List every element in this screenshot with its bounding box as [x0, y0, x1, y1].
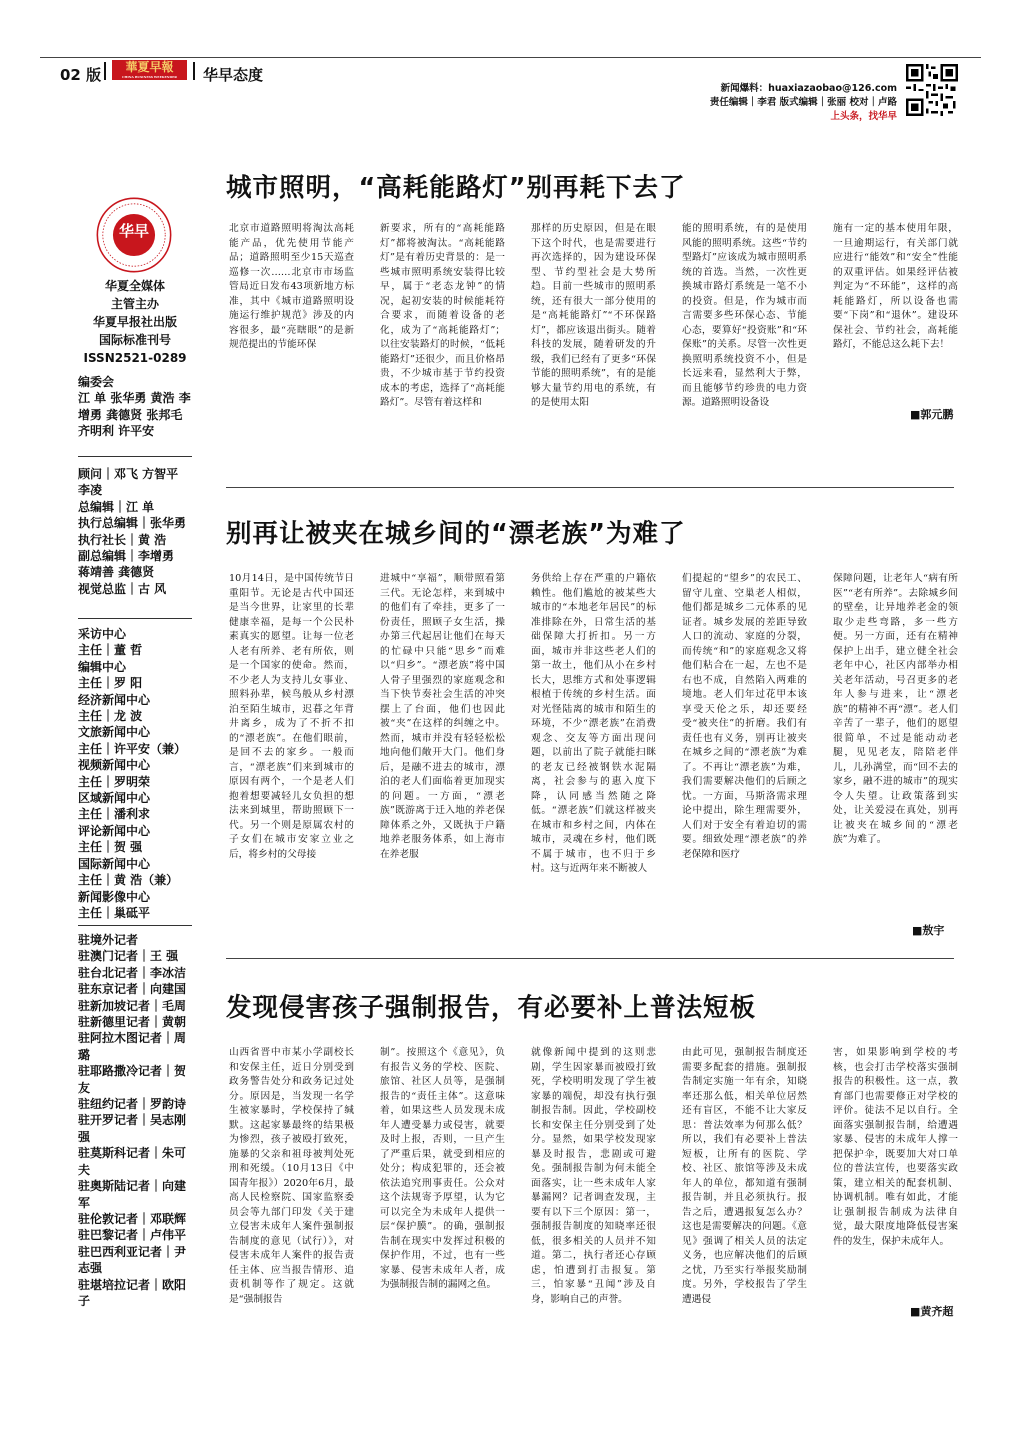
staff-line: 主任｜董 哲	[78, 643, 143, 658]
article-title: 发现侵害孩子强制报告，有必要补上普法短板	[226, 993, 757, 1023]
staff-line: 副总编辑｜李增勇	[78, 549, 175, 564]
byline: ■敖宇	[912, 924, 945, 937]
staff-line: 顾问｜邓飞 方智平 李凌	[78, 467, 179, 498]
staff-line: 驻台北记者｜李冰洁	[78, 965, 187, 980]
text-column: 能的照明系统，有的是使用风能的照明系统。这些“节约型路灯”应该成为城市照明系统的首选。当然，一次性更换城市路灯系统是一笔不小的投资。但是，作为城市而言需要多些环保心态、节能心态，要算好“投资账”和“环保账”的关系。尽管一次性更换照明系统投资不小，但是长远来看，显然利大于弊，而且能够节约珍贵的电力资源。道路照明设备设	[682, 223, 807, 408]
staff-line: 文旅新闻中心	[78, 725, 151, 740]
byline: ■郭元鹏	[910, 408, 954, 421]
staff-line: 主任｜罗 阳	[78, 676, 143, 691]
staff-line: 驻东京记者｜向建国	[78, 982, 187, 997]
article-title: 别再让被夹在城乡间的“漂老族”为难了	[226, 519, 686, 549]
staff-line: 驻耶路撒冷记者｜贺友	[78, 1064, 187, 1095]
header-divider	[104, 62, 106, 80]
staff-line: 主任｜巢砥平	[78, 905, 151, 920]
article-body	[229, 222, 958, 411]
article-separator	[226, 487, 954, 488]
staff-line: 驻巴西利亚记者｜尹志强	[78, 1244, 187, 1276]
staff-line: 总编辑｜江 单	[78, 499, 155, 514]
text-column: 施有一定的基本使用年限，一旦逾期运行，有关部门就应进行“能效”和“安全”性能的双重评估。如果经评估被判定为“不环能”，这样的高耗能路灯，所以设备也需要“下岗”和“退休”。建设环保社会、节约社会，高耗能路灯，不能总这么耗下去！	[833, 223, 958, 350]
staff-line: 主任｜罗明荣	[78, 774, 151, 789]
leadership-list	[78, 466, 192, 597]
masthead-english: CHINA BUSINESS WEEKENDER	[122, 75, 177, 79]
publisher-line: 华夏早报社出版	[92, 315, 177, 329]
text-column: 务供给上存在严重的户籍依赖性。他们尴尬的被某些大城市的“本地老年居民”的标准排除在外，日常生活的基础保障大打折扣。另一方面，城市并非这些老人们的第一故土，他们从小在乡村长大，思维方式和处事逻辑根植于传统的乡村生活。面对光怪陆离的城市和陌生的环境，不少“漂老族”在消费观念、交友等方面出现问题，以前出了院子就能扫眯的老友已经被钢铁水泥隔离，社会参与的惠入度下降，认同感当然随之降低。“漂老族”们就这样被夹在城市和乡村之间，内体在城市，灵魂在乡村，他们既不属于城市，也不归于乡村。这与近两年来不断被人	[531, 573, 656, 874]
editorial-board	[78, 374, 192, 440]
board-heading: 编委会	[78, 375, 115, 389]
staff-line: 主任｜龙 波	[78, 709, 143, 724]
text-column: 北京市道路照明将淘汰高耗能产品，优先使用节能产品；道路照明至少15天巡查巡修一次……北京市市场监管局近日发布43项新地方标准，其中《城市道路照明设施运行维护规范》涉及的内容很多，最“亮瞎眼”的是新规范提出的节能环保	[229, 223, 354, 350]
publisher-line: 国际标准刊号	[98, 333, 171, 347]
staff-line: 视觉总监｜古 风	[78, 581, 167, 596]
issn: ISSN2521-0289	[83, 351, 187, 365]
staff-line: 执行总编辑｜张华勇	[78, 516, 187, 531]
contact-block	[710, 82, 897, 124]
page-number: 02 版	[60, 66, 102, 84]
text-column: 由此可见，强制报告制度还需要多配套的措施。强制报告制定实施一年有余，知晓率还那么低，相关单位居然还有盲区，不能不让大家反思：普法效率为何那么低？所以，我们有必要补上普法短板，让所有的医院、学校、社区、旅馆等涉及未成年人的单位，都知道有强制报告制，并且必须执行。报告之后，遭遇报复怎么办？这也是需要解决的问题。《意见》强调了相关人员的法定义务，也应解决他们的后顾之忧，乃至实行举报奖励制度。另外，学校报告了学生遭遇侵	[682, 1047, 807, 1305]
seal-text: 华早	[118, 222, 149, 240]
staff-line: 国际新闻中心	[78, 856, 151, 871]
text-column: 保障问题，让老年人“病有所医”“老有所养”。去除城乡间的壁垒，让异地养老金的领取少走些弯路，多一些方便。另一方面，还有在精神保护上出手，建立健全社会老年中心，社区内部举办相关老年活动，号召更多的老年人参与进来，让“漂老族”的精神不再“漂”。老人们辛苦了一辈子，他们的愿望很简单，不过是能动动老腿，见见老友，陪陪老伴儿，儿孙满堂，而“回不去的家乡，融不进的城市”的现实令人失望。让政策落到实处，让关爱浸在真处，别再让被夹在城乡间的“漂老族”为难了。	[833, 573, 958, 845]
section-title: 华早态度	[203, 66, 264, 84]
staff-line: 驻新德里记者｜黄朝	[78, 1015, 187, 1030]
staff-line: 编辑中心	[78, 659, 127, 674]
staff-line: 驻澳门记者｜王 强	[78, 949, 179, 964]
qr-code-icon[interactable]	[906, 64, 958, 116]
news-tip-email: 新闻爆料：huaxiazaobao@126.com	[720, 83, 897, 94]
staff-line: 驻阿拉木图记者｜周璐	[78, 1031, 187, 1062]
publisher-info	[78, 277, 192, 367]
masthead-name: 華夏早報	[125, 60, 174, 74]
text-column: 就像新闻中提到的这则悲剧，学生因家暴而被殴打致死，学校明明发现了学生被家暴的端倪，却没有执行强制报告制。因此，学校副校长和安保主任分别受到了处分。显然，如果学校发现家暴及时报告，悲剧或可避免。强制报告制为何未能全面落实，让一些未成年人家暴漏网？记者调查发现，主要有以下三个原因：第一，强制报告制度的知晓率还很低，很多相关的人员并不知道。第二，执行者还心存顾虑，怕遭到打击报复。第三，怕家暴“丑闻”涉及自身，影响自己的声誉。	[531, 1047, 656, 1305]
article-body	[229, 1046, 958, 1307]
staff-line: 驻莫斯科记者｜朱可夫	[78, 1146, 187, 1177]
staff-line: 执行社长｜黄 浩	[78, 532, 167, 547]
staff-line: 驻新加坡记者｜毛周	[78, 998, 187, 1013]
divider	[78, 925, 192, 926]
header-rule	[40, 57, 981, 58]
staff-line: 驻堪培拉记者｜欧阳子	[78, 1277, 187, 1308]
staff-line: 驻巴黎记者｜卢伟平	[78, 1228, 187, 1243]
staff-line: 主任｜潘利求	[78, 807, 151, 822]
text-column: 害，如果影响到学校的考核，也会打击学校落实强制报告的积极性。这一点，教育部门也需要修正对学校的评价。徒法不足以自行。全面落实强制报告制，给遭遇家暴、侵害的未成年人撑一把保护伞，既要加大对口单位的普法宣传，也要落实政策，建立相关的配套机制、协调机制。唯有如此，才能让强制报告制成为法律自觉，最大限度地降低侵害案件的发生，保护未成年人。	[833, 1047, 958, 1247]
text-column: 10月14日，是中国传统节日重阳节。无论是古代中国还是当今世界，让家里的长辈健康幸福，是每一个公民朴素真实的愿望。让每一位老人老有所养、老有所依，则是一个国家的使命。然而，不少老人为支持儿女事业、照料孙辈，候鸟般从乡村漂泊至陌生城市，迟暮之年背井离乡，成为了不折不扣的“漂老族”。在他们眼前，是回不去的家乡。一般而言，“漂老族”们来到城市的原因有两个，一个是老人们抱着想要减轻儿女负担的想法来到城里，帮助照顾下一代。另一个则是原属农村的子女们在城市安家立业之后，将乡村的父母接	[229, 573, 354, 860]
correspondents-list	[78, 932, 192, 1309]
staff-line: 区域新闻中心	[78, 791, 151, 806]
staff-line: 驻伦敦记者｜邓联辉	[78, 1211, 187, 1226]
divider	[78, 618, 192, 619]
staff-line: 评论新闻中心	[78, 823, 151, 838]
staff-line: 经济新闻中心	[78, 692, 151, 707]
centers-list	[78, 626, 192, 921]
divider	[78, 456, 192, 457]
text-column: 们提起的“望乡”的农民工、留守儿童、空巢老人相似，他们都是城乡二元体系的见证者。城乡发展的差距导致人口的流动、家庭的分裂，而传统“和”的家庭观念又将他们粘合在一起，左也不是右也不成，自然陷入两难的境地。老人们年过花甲本该享受天伦之乐，却还要经受“被夹住”的折磨。我们有责任也有义务，别再让被夹在城乡之间的“漂老族”为难了。不再让“漂老族”为难，我们需要解决他们的后顾之忧。一方面，马斯洛需求理论中提出，除生理需要外，人们对于安全有着迫切的需要。细致处理“漂老族”的养老保障和医疗	[682, 573, 807, 860]
staff-line: 驻奥斯陆记者｜向建军	[78, 1179, 187, 1210]
byline: ■黄齐超	[910, 1305, 954, 1318]
text-column: 进城中“享福”，顺带照看第三代。无论怎样，来到城中的他们有了牵挂，更多了一份责任，照顾子女生活，操办第三代起居让他们在每天的忙碌中只能“思乡”而难以“归乡”。“漂老族”将中国人骨子里强烈的家庭观念和当下快节奏社会生活的冲突摆上了台面，他们也因此被“夹”在这样的纠缠之中。然而，城市并没有轻轻松松地向他们敞开大门。他们身后，是融不进去的城市，漂泊的老人们面临着更加现实的问题。一方面，“漂老族”既游离于迁入地的养老保障体系之外，又既执于户籍地养老服务体系，如上海市在养老服	[380, 573, 505, 860]
text-column: 山西省晋中市某小学副校长和安保主任，近日分别受到政务警告处分和政务记过处分。原因是，当发现一名学生被家暴时，学校保持了缄默。这起家暴最终的结果极为惨烈，孩子被殴打致死，施暴的父亲和祖母被判处死刑和死缓。（10月13日《中国青年报》）2020年6月，最高人民检察院、国家监察委员会等九部门印发《关于建立侵害未成年人案件强制报告制度的意见（试行）》，对侵害未成年人案件的报告责任主体、应当报告情形、追责机制等作了规定。这就是“强制报告	[229, 1047, 354, 1305]
article-title: 城市照明，“高耗能路灯”别再耗下去了	[226, 173, 686, 203]
article-separator	[226, 958, 954, 959]
masthead-logo	[112, 60, 187, 80]
slogan: 上头条，找华早	[830, 111, 897, 122]
staff-line: 新闻影像中心	[78, 889, 151, 904]
staff-line: 主任｜贺 强	[78, 840, 143, 855]
staff-line: 主任｜黄 浩（兼）	[78, 873, 179, 888]
text-column: 新要求，所有的“高耗能路灯”都将被淘汰。“高耗能路灯”是有着历史背景的：是一些城市照明系统安装得比较早，属于“老态龙钟”的情况，起初安装的时候能耗符合要求，而随着设备的老化，成为了“高耗能路灯”；以往安装路灯的时候，“低耗能路灯”还很少，而且价格昂贵，不少城市基于节约投资成本的考虑，选择了“高耗能路灯”。尽管有着这样和	[380, 223, 505, 408]
header-divider	[193, 62, 195, 80]
staff-line: 驻纽约记者｜罗韵诗	[78, 1097, 187, 1112]
staff-line: 主任｜许平安（兼）	[78, 741, 187, 756]
staff-line: 采访中心	[78, 627, 127, 641]
staff-line: 视频新闻中心	[78, 758, 151, 773]
staff-line: 蒋靖善 龚德贤	[78, 565, 155, 580]
publisher-line: 主管主办	[110, 297, 159, 311]
article-body	[229, 572, 958, 877]
board-members: 江 单 张华勇 黄浩 李增勇 龚德贤 张邦毛 齐明利 许平安	[78, 391, 191, 439]
text-column: 制”。按照这个《意见》，负有报告义务的学校、医院、旅馆、社区人员等，是强制报告的“责任主体”。这意味着，如果这些人员发现未成年人遭受暴力或侵害，就要及时上报，否则，一旦产生了严重后果，就受到相应的处分；构成犯罪的，还会被依法追究刑事责任。公众对这个法规寄予厚望，认为它可以完全为未成年人提供一层“保护膜”。的确，强制报告制在现实中发挥过积极的保护作用，不过，也有一些家暴、侵害未成年人者，成为强制报告制的漏网之鱼。	[380, 1047, 505, 1290]
publisher-line: 华夏全媒体	[104, 279, 165, 293]
editors-line: 责任编辑｜李君 版式编辑｜张丽 校对｜卢路	[709, 97, 897, 108]
text-column: 那样的历史原因，但是在眼下这个时代，也是需要进行再次选择的，因为建设环保型、节约型社会是大势所趋。目前一些城市的照明系统，还有很大一部分使用的是“高耗能路灯”“不环保路灯”，都应该退出街头。随着科技的发展，随着研发的升级，我们已经有了更多“环保节能的照明系统”，有的是能够大量节约用电的系统，有的是使用太阳	[531, 223, 656, 408]
staff-line: 驻开罗记者｜吴志刚强	[78, 1113, 187, 1144]
correspondents-heading: 驻境外记者	[78, 933, 139, 947]
